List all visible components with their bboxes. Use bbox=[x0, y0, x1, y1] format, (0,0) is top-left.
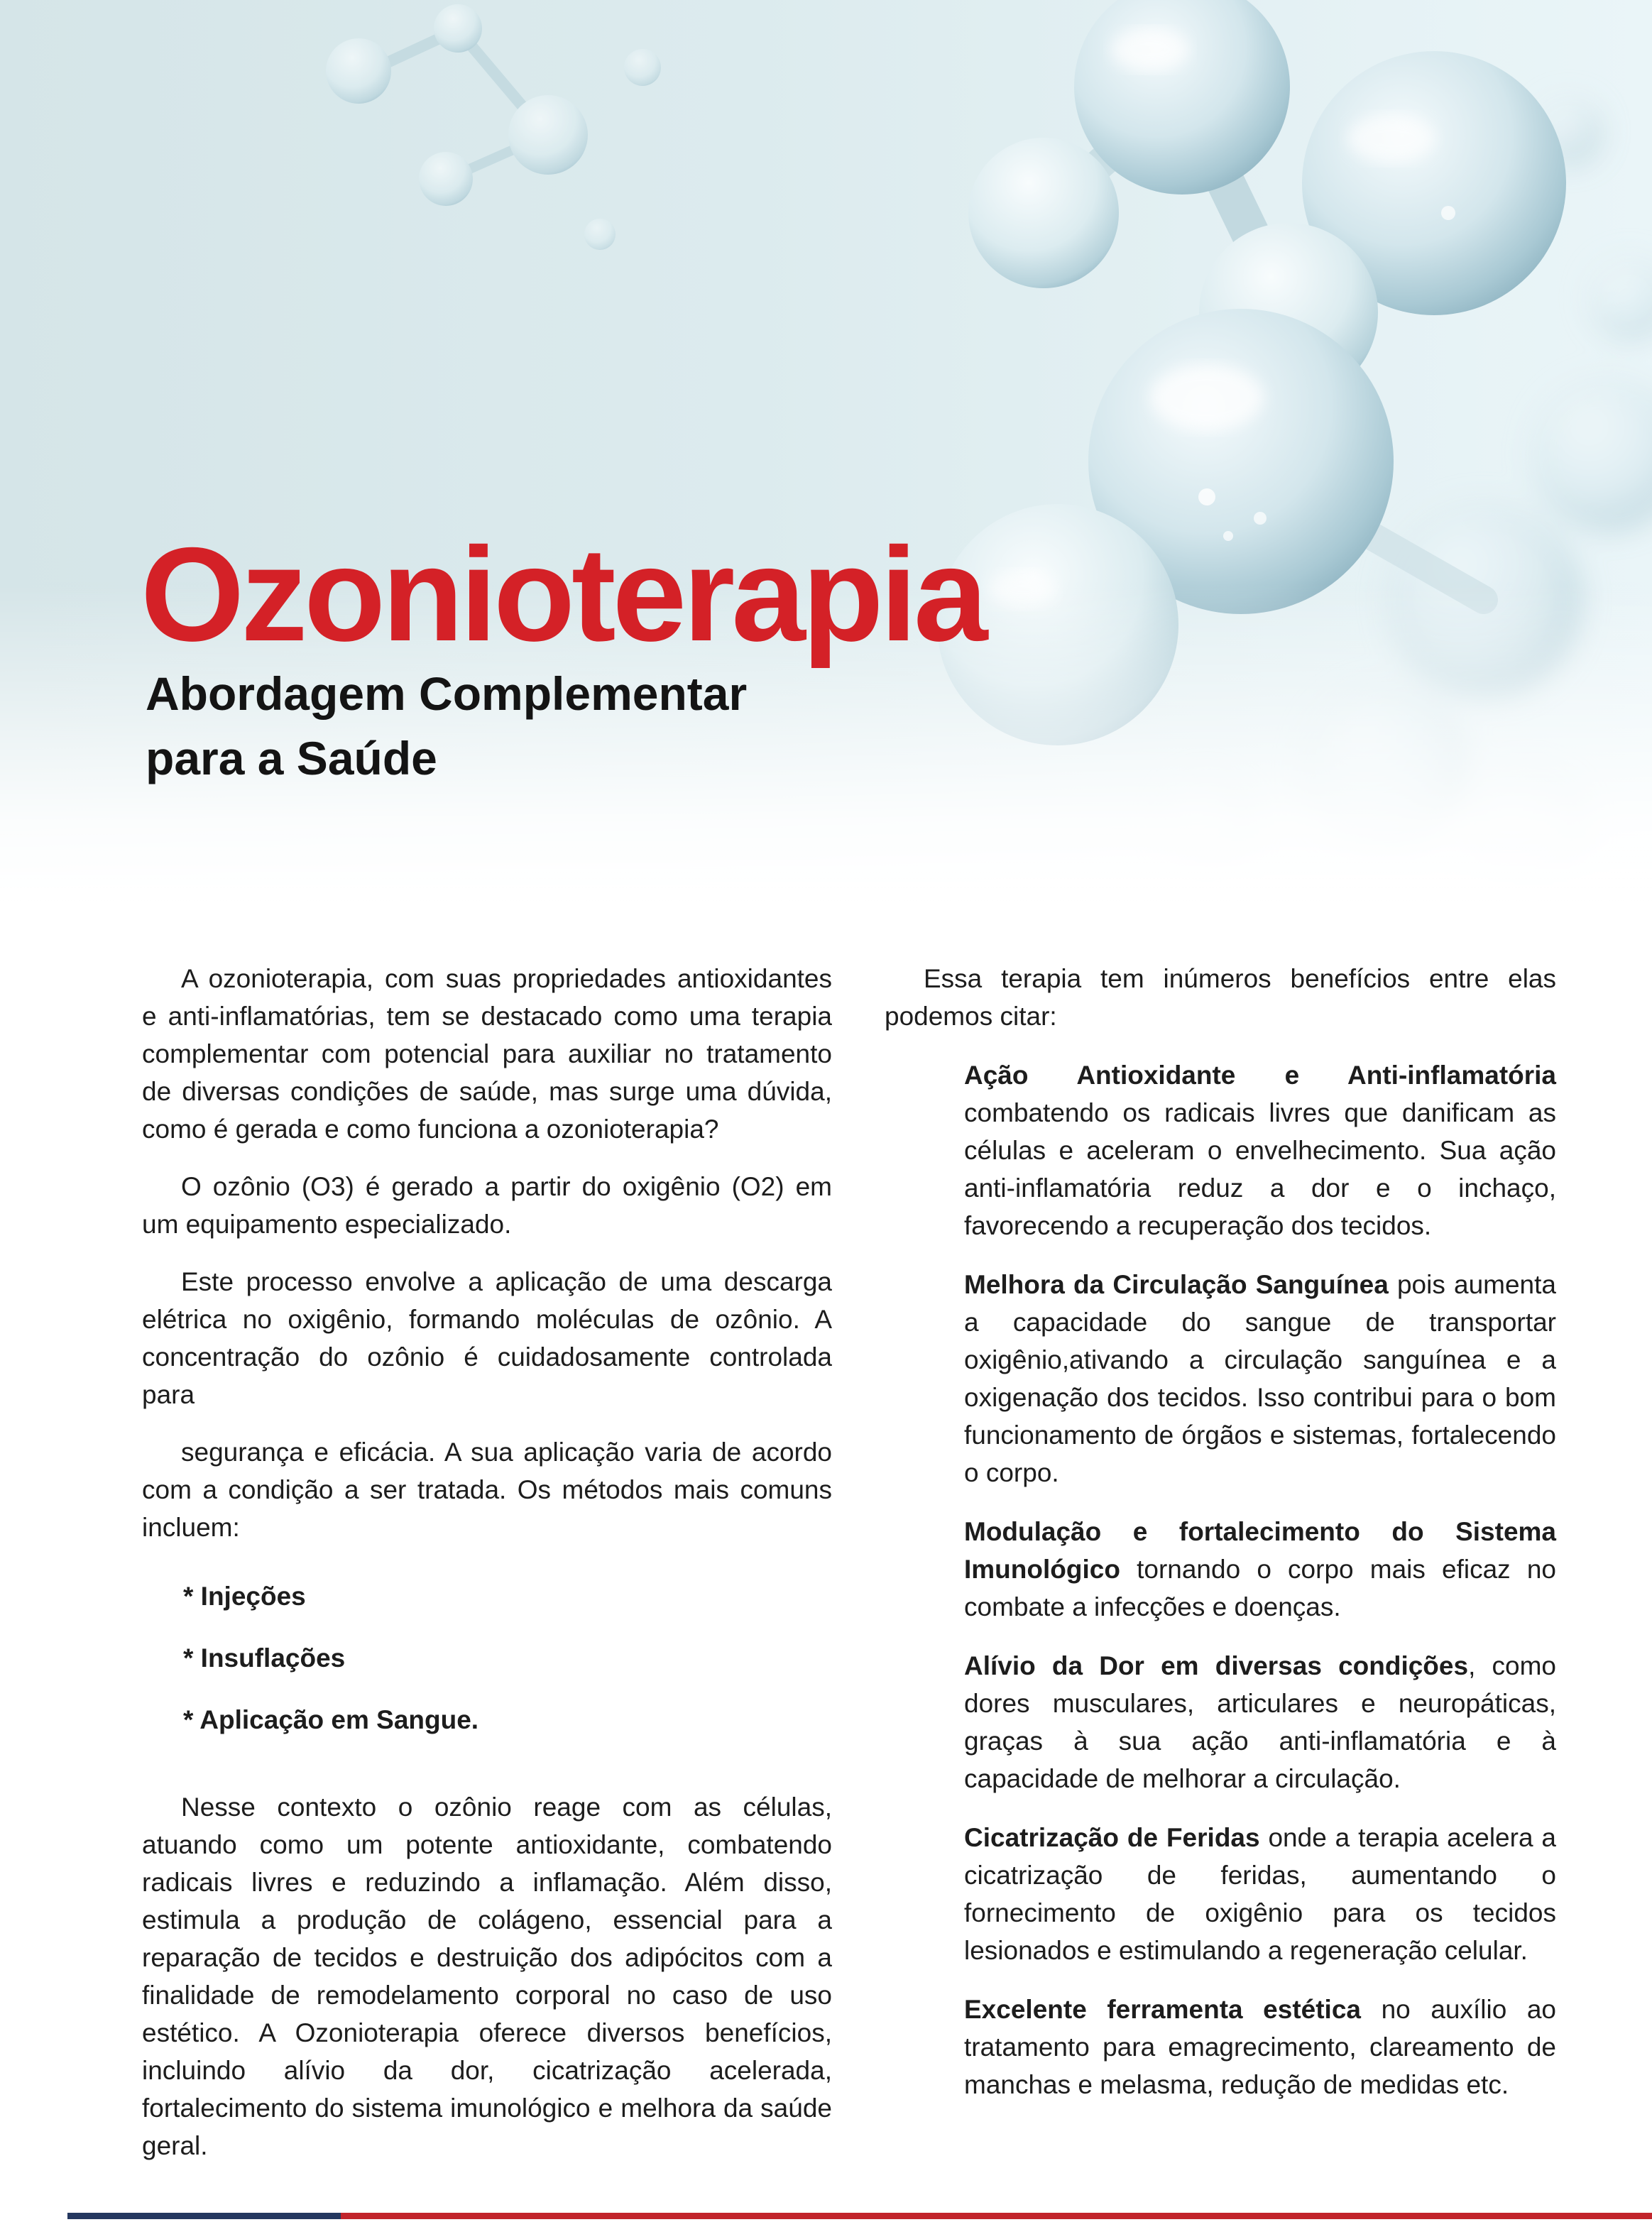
benefit-term: Melhora da Circulação Sanguínea bbox=[964, 1270, 1389, 1299]
list-item: * Injeções bbox=[183, 1582, 306, 1611]
benefit-item bbox=[964, 1991, 1556, 2103]
header-image bbox=[0, 0, 1652, 902]
benefit-item bbox=[964, 1819, 1556, 1969]
benefit-description: , como dores musculares, articulares e neuropáticas, graças à sua ação anti-inflamatória e à capacidade de melhorar a circulação. bbox=[964, 1651, 1556, 1793]
benefit-description: onde a terapia acelera a cicatrização de feridas, aumentando o fornecimento de oxigênio para os tecidos lesionados e estimulando a regeneração celular. bbox=[964, 1823, 1556, 1965]
paragraph: A ozonioterapia, com suas propriedades antioxidantes e anti-inflamatórias, tem se destacado como uma terapia complementar com potencial para auxiliar no tratamento de diversas condições de saúde, mas surge uma dúvida, como é gerada e como funciona a ozonioterapia? bbox=[142, 964, 832, 1144]
footer-accent-bar-navy bbox=[67, 2213, 341, 2219]
benefit-item bbox=[964, 1266, 1556, 1492]
page-subtitle-line1: Abordagem Complementar bbox=[146, 667, 748, 720]
benefits-intro: Essa terapia tem inúmeros benefícios entre elas podemos citar: bbox=[885, 964, 1556, 1031]
page-subtitle bbox=[146, 662, 747, 791]
benefit-item bbox=[964, 1513, 1556, 1626]
article-body bbox=[142, 960, 1556, 2184]
paragraph: segurança e eficácia. A sua aplicação varia de acordo com a condição a ser tratada. Os métodos mais comuns incluem: bbox=[142, 1438, 832, 1542]
benefit-item bbox=[964, 1647, 1556, 1797]
benefit-term: Excelente ferramenta estética bbox=[964, 1995, 1361, 2024]
page-title: Ozonioterapia bbox=[141, 520, 985, 669]
benefit-term: Ação Antioxidante e Anti-inflamatória bbox=[964, 1061, 1556, 1090]
benefit-description: no auxílio ao tratamento para emagrecimento, clareamento de manchas e melasma, redução de medidas etc. bbox=[964, 1995, 1557, 2099]
list-item: * Insuflações bbox=[183, 1643, 346, 1673]
benefit-item bbox=[964, 1056, 1556, 1244]
list-item: * Aplicação em Sangue. bbox=[183, 1705, 479, 1734]
left-column bbox=[142, 960, 832, 2184]
benefit-term: Modulação e fortalecimento do Sistema Imunológico bbox=[964, 1517, 1556, 1584]
benefit-description: combatendo os radicais livres que danificam as células e aceleram o envelhecimento. Sua ação anti-inflamatória reduz a dor e o inchaço, favorecendo a recuperação dos tecidos. bbox=[964, 1098, 1556, 1240]
benefit-description: pois aumenta a capacidade do sangue de transportar oxigênio,ativando a circulação sanguínea e a oxigenação dos tecidos. Isso contribui para o bom funcionamento de órgãos e sistemas, fortalecendo o corpo. bbox=[964, 1270, 1556, 1487]
right-column bbox=[885, 960, 1556, 2184]
paragraph: O ozônio (O3) é gerado a partir do oxigênio (O2) em um equipamento especializado. bbox=[142, 1172, 832, 1239]
benefit-term: Cicatrização de Feridas bbox=[964, 1823, 1260, 1852]
method-list bbox=[142, 1577, 832, 1739]
benefit-term: Alívio da Dor em diversas condições bbox=[964, 1651, 1469, 1680]
paragraph: Este processo envolve a aplicação de uma descarga elétrica no oxigênio, formando moléculas de ozônio. A concentração do ozônio é cuidadosamente controlada para bbox=[142, 1267, 832, 1409]
paragraph: Nesse contexto o ozônio reage com as células, atuando como um potente antioxidante, combatendo radicais livres e reduzindo a inflamação. Além disso, estimula a produção de colágeno, essencial para a reparação de tecidos e destruição dos adipócitos com a finalidade de remodelamento corporal no caso de uso estético. A Ozonioterapia oferece diversos benefícios, incluindo alívio da dor, cicatrização acelerada, fortalecimento do sistema imunológico e melhora da saúde geral. bbox=[142, 1793, 832, 2160]
benefit-description: tornando o corpo mais eficaz no combate a infecções e doenças. bbox=[964, 1555, 1556, 1621]
page-subtitle-line2: para a Saúde bbox=[146, 732, 437, 784]
